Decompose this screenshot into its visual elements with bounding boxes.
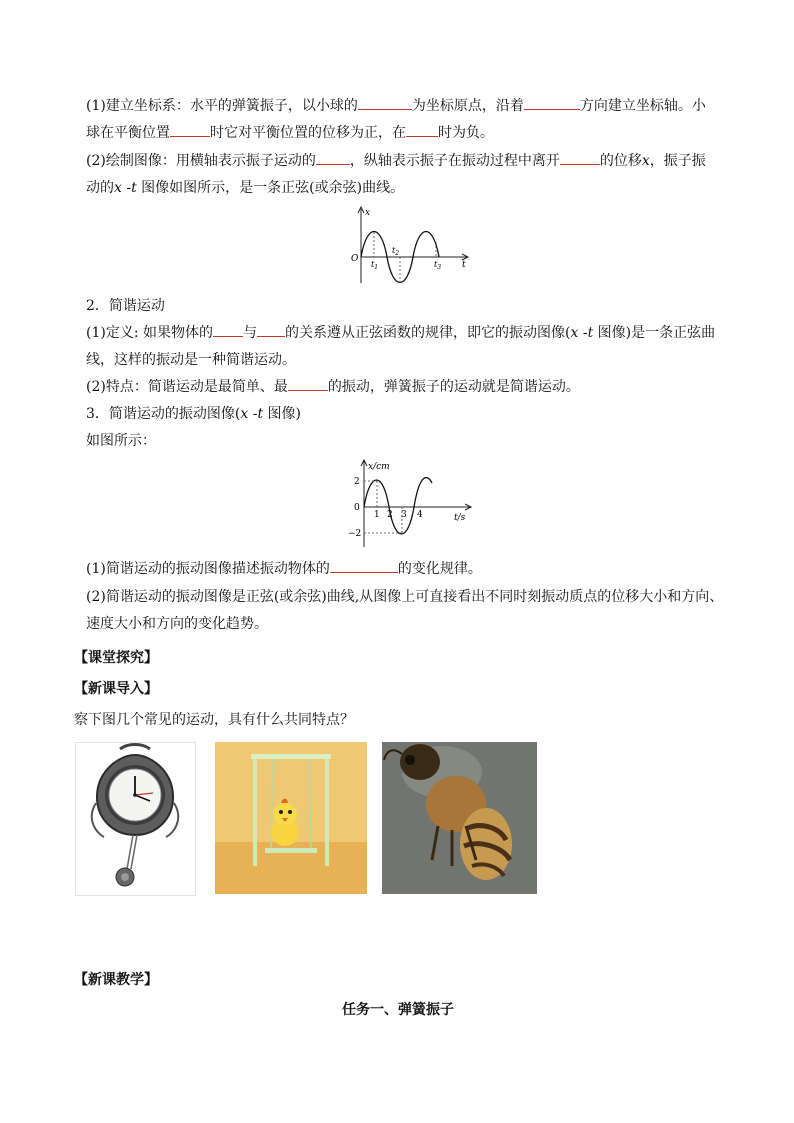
sec2-var-t: t <box>587 325 594 341</box>
blank-displacement-time[interactable] <box>330 559 398 573</box>
photo-bee-wings <box>382 742 537 894</box>
fig1-x-label: t <box>462 260 466 270</box>
fig2-y-zero: 0 <box>354 503 360 513</box>
p2-text-h: - <box>121 180 132 196</box>
sec3-var-x: x <box>240 406 249 422</box>
p2-text-b: ，纵轴表示振子在振动过程中离开 <box>349 153 560 169</box>
blank-origin[interactable] <box>358 96 412 110</box>
sec2-def-b: 与 <box>243 325 257 341</box>
blank-direction[interactable] <box>524 96 580 110</box>
sec2-def-c: 的关系遵从正弦函数的规律，即它的振动图像( <box>285 325 571 341</box>
fig2-y-min: −2 <box>348 529 362 539</box>
heading-teach: 【新课教学】 <box>74 972 158 988</box>
blank-basic[interactable] <box>288 377 328 391</box>
p1-text-b: 为坐标原点，沿着 <box>411 98 524 114</box>
p1-text-a: (1)建立坐标系：水平的弹簧振子，以小球的 <box>86 98 358 114</box>
sec2-var-x: x <box>570 325 579 341</box>
sec3-title-a: 3．简谐运动的振动图像( <box>86 406 241 422</box>
task-title: 任务一、弹簧振子 <box>342 1002 454 1018</box>
sec2-feature-line <box>86 377 580 397</box>
p2-text-c: 的位移 <box>599 153 642 169</box>
sec3-var-t: t <box>257 406 264 422</box>
fig2-t1: 1 <box>374 510 380 520</box>
sec2-title: 2．简谐运动 <box>86 298 165 314</box>
fig1-t3: $t_3$ <box>434 260 442 271</box>
heading-intro: 【新课导入】 <box>74 681 158 697</box>
fig1-t2: $t_2$ <box>392 246 400 257</box>
blank-equilibrium[interactable] <box>560 151 600 165</box>
blank-time[interactable] <box>316 151 350 165</box>
fig1-origin: O <box>351 254 359 264</box>
sec3-title <box>86 404 301 424</box>
p2-var-x: x <box>641 153 650 169</box>
blank-negative-side[interactable] <box>406 123 438 137</box>
p1-line2 <box>86 123 494 143</box>
sec2-feat-a: (2)特点：简谐运动是最简单、最 <box>86 379 288 395</box>
fig2-t2: 2 <box>387 510 393 520</box>
p3-line1 <box>86 559 482 579</box>
p2-text-f: 动的 <box>86 180 114 196</box>
p2-text-a: (2)绘制图像：用横轴表示振子运动的 <box>86 153 316 169</box>
fig1-t1: $t_1$ <box>371 260 379 271</box>
p2-line1 <box>86 151 706 171</box>
p3-a1: (1)简谐运动的振动图像描述振动物体的 <box>86 561 330 577</box>
blank-positive-side[interactable] <box>170 123 210 137</box>
sec2-def-a: (1)定义: 如果物体的 <box>86 325 213 341</box>
sec2-feat-b: 的振动，弹簧振子的运动就是简谐运动。 <box>327 379 580 395</box>
sec3-title-e: 图像) <box>263 406 302 422</box>
sec3-title-c: - <box>248 406 258 422</box>
figure-xt-sine <box>340 205 475 287</box>
photo-pendulum-clock <box>75 742 196 896</box>
fig2-y-max: 2 <box>354 477 360 487</box>
fig2-y-label: x/cm <box>368 462 390 472</box>
blank-time2[interactable] <box>257 323 285 337</box>
p2-text-e: ，振子振 <box>649 153 706 169</box>
p2-var-x2: x <box>114 180 122 196</box>
sec3-intro: 如图所示： <box>86 433 156 449</box>
photo-swing-toy <box>215 742 367 894</box>
p3-line2: (2)简谐运动的振动图像是正弦(或余弦)曲线,从图像上可直接看出不同时刻振动质点的位移大小和方向、 <box>86 589 724 605</box>
p1-text-c: 方向建立坐标轴。小 <box>579 98 706 114</box>
fig2-t4: 4 <box>417 510 423 520</box>
figure-xt-cm <box>340 457 480 549</box>
sec2-def-g: 图像)是一条正弦曲 <box>593 325 716 341</box>
sec2-def-line1 <box>86 323 715 343</box>
p2-text-j: 图像如图所示，是一条正弦(或余弦)曲线。 <box>136 180 405 196</box>
question-text: 察下图几个常见的运动，具有什么共同特点？ <box>74 712 354 728</box>
sec2-def-line2: 线，这样的振动是一种简谐运动。 <box>86 352 296 368</box>
fig2-curve <box>364 478 432 534</box>
p1-text-d: 球在平衡位置 <box>86 125 170 141</box>
p3-line3: 速度大小和方向的变化趋势。 <box>86 616 268 632</box>
p2-var-t: t <box>131 180 137 196</box>
p1-line1 <box>86 96 706 116</box>
heading-explore: 【课堂探究】 <box>74 650 158 666</box>
p2-line2 <box>86 178 404 198</box>
sec2-def-e: - <box>578 325 588 341</box>
fig2-x-label: t/s <box>454 513 466 523</box>
p3-a2: 的变化规律。 <box>397 561 482 577</box>
p1-text-e: 时它对平衡位置的位移为正，在 <box>210 125 406 141</box>
blank-displacement[interactable] <box>213 323 243 337</box>
p1-text-f: 时为负。 <box>438 125 494 141</box>
fig2-t3: 3 <box>401 510 407 520</box>
fig1-y-label: x <box>365 208 371 218</box>
